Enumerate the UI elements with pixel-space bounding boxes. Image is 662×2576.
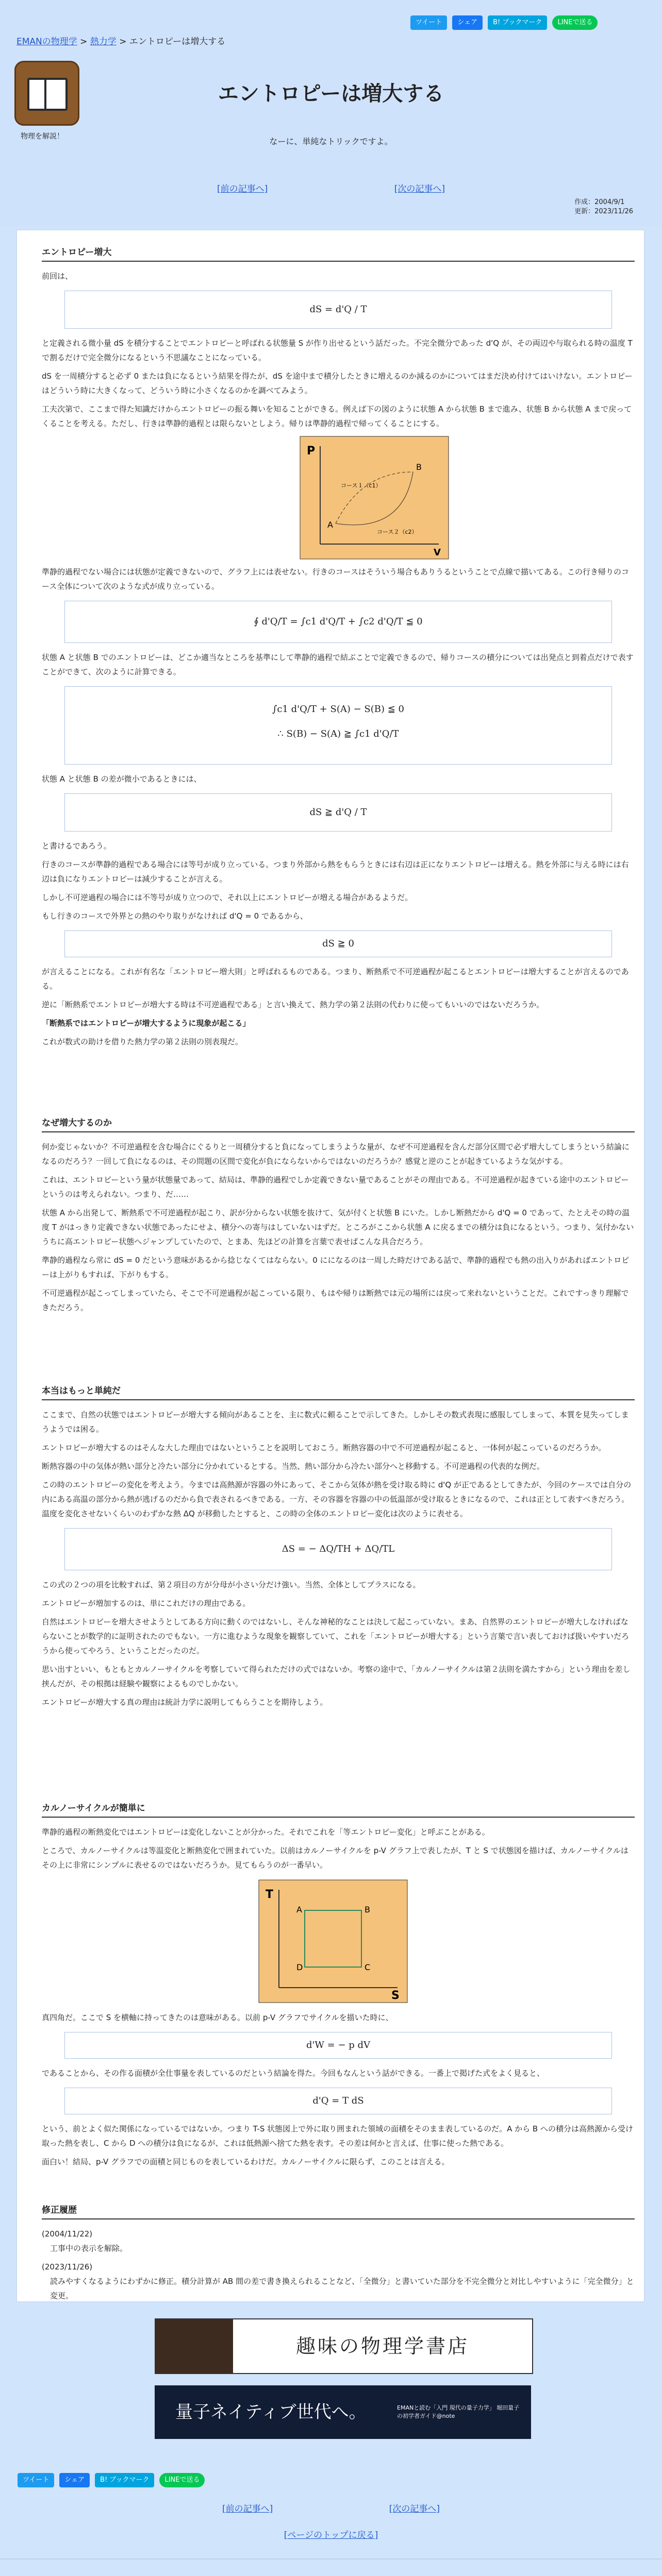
figure-background bbox=[300, 436, 449, 559]
share-buttons-top bbox=[410, 15, 598, 30]
breadcrumb-separator: > bbox=[116, 37, 129, 47]
next-article-link[interactable]: [次の記事へ] bbox=[394, 184, 445, 194]
paragraph: 不可逆過程が起こってしまっていたら、そこで不可逆過程が起こっている限り、もはや帰りは断熱では元の場所には戻って来れないということだ。これですっきり理解できただろう。 bbox=[42, 1289, 629, 1312]
course2-label: コース２（c2） bbox=[377, 529, 418, 535]
paragraph: 準静的過程なら常に dS = 0 だという意味があるから捻じなくてはならない。0 にになるのは一周した時だけである話で、準静的過程でも熱の出入りがあればエントロピーは上がりもすれば、下がりもする。 bbox=[42, 1256, 630, 1279]
paragraph: 行きのコースが準静的過程である場合には等号が成り立っている。つまり外部から熱をもらうときには右辺は正になりエントロピーは増える。熱を外部に与える時には右辺は負になりエントロピーは減少することが言える。 bbox=[42, 860, 629, 884]
quantum-native-banner[interactable] bbox=[155, 2385, 531, 2439]
equation-line: ∴ S(B) − S(A) ≧ ∫c1 d'Q/T bbox=[277, 728, 399, 739]
updated-date: 更新：2023/11/26 bbox=[574, 208, 633, 215]
paragraph: もし行きのコースで外界との熱のやり取りがなければ d'Q = 0 であるから、 bbox=[42, 911, 308, 921]
revision-date: (2004/11/22) bbox=[42, 2229, 93, 2239]
section-title: 修正履歴 bbox=[42, 2202, 635, 2219]
quantum-banner-note: EMANと読む「入門 現代の量子力学」 堀田量子の初学者ガイド@note bbox=[397, 2404, 520, 2419]
footer-divider bbox=[0, 2558, 662, 2560]
v-axis-label: V bbox=[434, 547, 441, 558]
section-title: 本当はもっと単純だ bbox=[42, 1383, 635, 1400]
revision-note: 読みやすくなるようにわずかに修正。積分計算が AB 間の差で書き換えられることなど、「全微分」と書いていた部分を不完全微分と対比しやすいように「完全微分」と変更。 bbox=[50, 2277, 634, 2300]
section-entropy-increase bbox=[42, 245, 635, 1049]
point-c-label: C bbox=[365, 1962, 371, 1972]
article-dates bbox=[574, 198, 633, 216]
breadcrumb bbox=[16, 34, 225, 47]
t-axis-label: T bbox=[266, 1888, 274, 1901]
revision-note: 工事中の表示を解除。 bbox=[50, 2244, 128, 2253]
figure-background bbox=[259, 1880, 407, 2003]
back-to-top-link[interactable]: [ページのトップに戻る] bbox=[284, 2530, 378, 2540]
next-article-link[interactable]: [次の記事へ] bbox=[389, 2504, 440, 2514]
paragraph-emphasis: 「断熱系ではエントロピーが増大するように現象が起こる」 bbox=[42, 1019, 251, 1028]
paragraph: 状態 A から出発して、断熱系で不可逆過程が起こり、訳が分からない状態を抜けて、気が付くと状態 B にいた。しかし断熱だから d'Q = 0 であって、たとえその時の温度 T がはっきり定義できない状態であったにせよ、積分への寄与はしていないはずだ。ところがここから状態 A に戻るまでの積分は負になるという。つまり、気付かないうちに高エントロピー状態へジャンプしていたので、とまあ、先ほどの計算を言葉で表せばこんな具合だろう。 bbox=[42, 1208, 634, 1246]
equation-entropy-change: ΔS = − ΔQ/TH + ΔQ/TL bbox=[64, 1528, 612, 1570]
tweet-button[interactable]: ツイート bbox=[18, 2473, 54, 2487]
section-revision-history bbox=[42, 2202, 635, 2303]
facebook-share-button[interactable]: シェア bbox=[452, 15, 483, 30]
logo-caption: 物理を解説！ bbox=[21, 132, 64, 141]
pv-diagram-figure bbox=[300, 436, 449, 560]
paragraph: という、前とよく似た関係になっているではないか。つまり T-S 状態図上で外に取り囲まれた領域の面積をそのまま表しているのだ。A から B への積分は高熱源から受け取った熱を表し、C から D への積分は負になるが、これは低熱源へ捨てた熱を表す。その差は何かと言えば、仕事に使った熱である。 bbox=[42, 2124, 633, 2148]
equation-line: ∫c1 d'Q/T + S(A) − S(B) ≦ 0 bbox=[272, 704, 404, 715]
paragraph: これが数式の助けを借りた熱力学の第２法則の別表現だ。 bbox=[42, 1037, 243, 1046]
paragraph: 面白い！結局、p-V グラフでの面積と同じものを表しているわけだ。カルノーサイクルに限らず、このことは言える。 bbox=[42, 2157, 450, 2166]
hatena-bookmark-button[interactable]: B! ブックマーク bbox=[95, 2473, 154, 2487]
bottom-navigation bbox=[0, 2501, 662, 2514]
bookstore-banner-text: 趣味の物理学書店 bbox=[295, 2335, 469, 2358]
equation-entropy-difference bbox=[64, 686, 612, 765]
section-title: カルノーサイクルが簡単に bbox=[42, 1801, 635, 1818]
paragraph: 断熱容器の中の気体が熱い部分と冷たい部分に分かれているとする。当然、熱い部分から冷たい部分へと移動する。不可逆過程の代表的な例だ。 bbox=[42, 1462, 545, 1471]
ts-diagram-figure bbox=[258, 1879, 408, 2003]
paragraph: であることから、その作る面積が全仕事量を表しているのだという結論を得た。今回もなんという話ができる。一番上で掲げた式をよく見ると、 bbox=[42, 2069, 545, 2078]
breadcrumb-current: エントロピーは増大する bbox=[129, 37, 226, 47]
back-to-top bbox=[0, 2528, 662, 2540]
quantum-banner-title: 量子ネイティブ世代へ。 bbox=[175, 2402, 367, 2422]
point-b-label: B bbox=[365, 1905, 370, 1914]
p-axis-label: P bbox=[307, 445, 316, 457]
equation-dS-inequality: dS ≧ d'Q / T bbox=[64, 793, 612, 832]
s-axis-label: S bbox=[391, 1989, 400, 2002]
share-buttons-bottom bbox=[18, 2473, 205, 2487]
paragraph: この時のエントロピーの変化を考えよう。今までは高熱源が容器の外にあって、そこから気体が熱を受け取る時に d'Q が正であるとしてきたが、今回のケースでは自分の内にある高温の部分から熱が逃げるのだから負で表されるべきである。一方、その容器を容器の中の低温部が受け取るときになるので、これは正として表すべきだろう。温度を変化させないくらいのわずかな熱 ΔQ が移動したとすると、この時の全体のエントロピー変化は次のように表せる。 bbox=[42, 1480, 632, 1518]
point-b-label: B bbox=[416, 462, 422, 472]
equation-heat: d'Q = T dS bbox=[64, 2088, 612, 2114]
paragraph: エントロピーが増加するのは、単にこれだけの理由である。 bbox=[42, 1599, 251, 1608]
page-header bbox=[0, 0, 662, 227]
paragraph: dS を一周積分すると必ず 0 または負になるという結果を得たが、dS を途中まで積分したときに増えるのか減るのかについてはまだ決め付けてはいけない。エントロピーはどういう時に大きくなって、どういう時に小さくなるのかを調べてみよう。 bbox=[42, 371, 633, 395]
top-navigation bbox=[0, 181, 662, 194]
equation-cycle-integral: ∮ d'Q/T = ∫c1 d'Q/T + ∫c2 d'Q/T ≦ 0 bbox=[64, 601, 612, 643]
bookstore-banner[interactable] bbox=[155, 2318, 533, 2374]
point-a-label: A bbox=[327, 520, 333, 530]
paragraph: 準静的過程の断熱変化ではエントロピーは変化しないことが分かった。それでこれを「等エントロピー変化」と呼ぶことがある。 bbox=[42, 1827, 490, 1837]
paragraph: 思い出すといい、もともとカルノーサイクルを考察していて得られただけの式ではないか。考察の途中で、「カルノーサイクルは第２法則を満たすから」という理由を差し挟んだが、その根拠は経験や観察によるものでしかない。 bbox=[42, 1665, 631, 1688]
paragraph: 真四角だ。ここで S を横軸に持ってきたのは意味がある。以前 p-V グラフでサイクルを描いた時に、 bbox=[42, 2013, 393, 2022]
paragraph: この式の２つの項を比較すれば、第２項目の方が分母が小さい分だけ強い。当然、全体としてプラスになる。 bbox=[42, 1580, 421, 1589]
paragraph: 状態 A と状態 B の差が微小であるときには、 bbox=[42, 774, 202, 784]
paragraph: 準静的過程でない場合には状態が定義できないので、グラフ上には表せない。行きのコースはそういう場合もありうるということで点線で描いてある。この行き帰りのコース全体について次のような式が成り立っている。 bbox=[42, 567, 629, 591]
section-title: エントロピー増大 bbox=[42, 245, 635, 262]
paragraph: が言えることになる。これが有名な「エントロピー増大則」と呼ばれるものである。つまり、断熱系で不可逆過程が起こるとエントロピーは増大することが言えるのである。 bbox=[42, 967, 629, 991]
line-share-button[interactable]: LINEで送る bbox=[552, 15, 598, 30]
paragraph: 状態 A と状態 B でのエントロピーは、どこか適当なところを基準にして準静的過程で結ぶことで定義できるので、帰りコースの積分については出発点と到着点だけで表すことができて、次のように計算できる。 bbox=[42, 653, 634, 676]
paragraph: 何か変じゃないか？不可逆過程を含む場合にぐるりと一周積分すると負になってしまうような量が、なぜ不可逆過程を含んだ部分区間で必ず増大してしまうという結論になるのだろう？一回して負になるのは、その問題の区間で変化が負にならないからではないのだろうか？感覚と逆のことが起きているような気がする。 bbox=[42, 1142, 630, 1166]
page-title: エントロピーは増大する bbox=[218, 82, 444, 106]
paragraph: 逆に「断熱系でエントロピーが増大する時は不可逆過程である」と言い換えて、熱力学の第２法則の代わりに使ってもいいのではないだろうか。 bbox=[42, 1000, 544, 1009]
paragraph: 工夫次第で、ここまで得た知識だけからエントロピーの振る舞いを知ることができる。例えば下の図のように状態 A から状態 B まで進み、状態 B から状態 A まで戻ってくることを考える。ただし、行きは準静的過程とは限らないとしよう。帰りは準静的過程で帰ってくることにする。 bbox=[42, 404, 632, 428]
facebook-share-button[interactable]: シェア bbox=[59, 2473, 90, 2487]
created-date: 作成：2004/9/1 bbox=[574, 198, 625, 206]
paragraph: しかし不可逆過程の場合には不等号が成り立つので、それ以上にエントロピーが増える場合があるようだ。 bbox=[42, 893, 413, 902]
point-a-label: A bbox=[296, 1905, 302, 1914]
page-subtitle: なーに、単純なトリックですよ。 bbox=[269, 137, 393, 146]
paragraph: ここまで、自然の状態ではエントロピーが増大する傾向があることを、主に数式に頼ることで示してきた。しかしその数式表現に感服してしまって、本質を見失ってしまうようでは困る。 bbox=[42, 1410, 629, 1434]
article-body bbox=[16, 230, 644, 2302]
paragraph: 自然はエントロピーを増大させようとしてある方向に動くのではないし、そんな神秘的なことは決して起こっていない。まあ、自然界のエントロピーが増大しなければならないことが数学的に証明されたのでもない。一方に進むような現象を観察していて、これを「エントロピーが増大する」という言葉で言い表しておけば扱いやすいだろうから使ってやろう、ということだったのだ。 bbox=[42, 1617, 630, 1655]
paragraph: ところで、カルノーサイクルは等温変化と断熱変化で囲まれていた。以前はカルノーサイクルを p-V グラフ上で表したが、T と S で状態図を描けば、カルノーサイクルはその上に非常にシンプルに表せるのではないだろうか。見てもらうのが一番早い。 bbox=[42, 1846, 628, 1870]
section-carnot bbox=[42, 1801, 635, 2169]
prev-article-link[interactable]: [前の記事へ] bbox=[222, 2504, 273, 2514]
paragraph: と定義される微小量 dS を積分することでエントロピーと呼ばれる状態量 S が作り出せるという話だった。不完全微分であった d'Q が、その両辺や与取られる時の温度 T で割るだけで完全微分になるという不思議なことになっている。 bbox=[42, 338, 633, 362]
paragraph: これは、エントロピーという量が状態量であって、結局は、準静的過程でしか定義できない量であることがその理由である。不可逆過程が起きている途中のエントロピーというのは考えられない。つまり、だ…… bbox=[42, 1175, 629, 1199]
point-d-label: D bbox=[296, 1962, 303, 1972]
breadcrumb-section-link[interactable]: 熱力学 bbox=[90, 37, 117, 47]
paragraph: エントロピーが増大する真の理由は統計力学に説明してもらうことを期待しよう。 bbox=[42, 1698, 328, 1707]
section-why-increase bbox=[42, 1115, 635, 1315]
breadcrumb-separator: > bbox=[77, 37, 90, 47]
hatena-bookmark-button[interactable]: B! ブックマーク bbox=[488, 15, 547, 30]
breadcrumb-home-link[interactable]: EMANの物理学 bbox=[16, 37, 77, 47]
equation-work: d'W = − p dV bbox=[64, 2032, 612, 2059]
course1-label: コース１（c1） bbox=[341, 482, 382, 489]
equation-dS-positive: dS ≧ 0 bbox=[64, 930, 612, 957]
tweet-button[interactable]: ツイート bbox=[410, 15, 447, 30]
paragraph: エントロピーが増大するのはそんな大した理由ではないということを説明しておこう。断熱容器の中で不可逆過程が起こると、一体何が起こっているのだろうか。 bbox=[42, 1443, 606, 1452]
prev-article-link[interactable]: [前の記事へ] bbox=[217, 184, 268, 194]
section-title: なぜ増大するのか bbox=[42, 1115, 635, 1132]
bookshelf-image bbox=[156, 2319, 233, 2373]
revision-date: (2023/11/26) bbox=[42, 2262, 93, 2272]
line-share-button[interactable]: LINEで送る bbox=[159, 2473, 205, 2487]
paragraph: 前回は、 bbox=[42, 272, 73, 281]
paragraph: と書けるであろう。 bbox=[42, 841, 111, 851]
equation-dS-definition: dS = d'Q / T bbox=[64, 291, 612, 329]
section-simpler bbox=[42, 1383, 635, 1709]
